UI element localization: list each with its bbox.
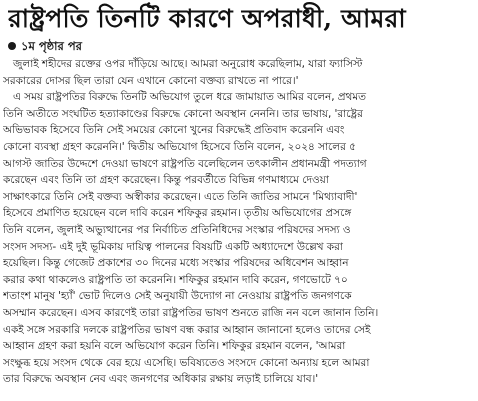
continued-from-text: ১ম পৃষ্ঠার পর [21, 39, 82, 53]
body-line: আগস্ট জাতির উদ্দেশে দেওয়া ভাষণে রাষ্ট্রপতি বলেছিলেন তৎকালীন প্রধানমন্ত্রী পদত্যাগ [3, 157, 367, 170]
body-line: শতাংশ মানুষ 'হ্যাঁ' ভোট দিলেও সেই অনুযায়ী উদ্যোগ না নেওয়ায় রাষ্ট্রপতি জনগণকে [3, 290, 352, 303]
headline: রাষ্ট্রপতি তিনটি কারণে অপরাধী, আমরা [8, 4, 406, 33]
body-line: সরকারের দোসর ছিল তারা যেন এখানে কোনো বক্তব্য রাখতে না পারে।' [3, 74, 299, 87]
body-line: হিসেবে প্রমাণিত হয়েছেন বলে দাবি করেন শফিকুর রহমান। তৃতীয় অভিযোগের প্রসঙ্গে [3, 207, 352, 220]
bullet-icon [8, 42, 16, 50]
article-body [3, 56, 475, 388]
body-line: এ সময় রাষ্ট্রপতির বিরুদ্ধে তিনটি অভিযোগ তুলে ধরে জামায়াত আমির বলেন, প্রথমত [13, 91, 366, 104]
body-line: একই সঙ্গে সরকারি দলকে রাষ্ট্রপতির ভাষণ বন্ধ করার আহ্বান জানানো হলেও তাদের সেই [3, 323, 371, 336]
body-line: কোনো ব্যবস্থা গ্রহণ করেননি।' দ্বিতীয় অভিযোগ হিসেবে তিনি বলেন, ২০২৪ সালের ৫ [3, 140, 356, 153]
body-line: তিনি অতীতে সংঘটিত হত্যাকাণ্ডের বিরুদ্ধে কোনো অবস্থান নেননি। তার ভাষায়, 'রাষ্ট্রের [3, 107, 363, 120]
body-line: তিনি বলেন, জুলাই অভ্যুত্থানের পর নির্বাচিত প্রতিনিধিদের সংস্কার পরিষদের সদস্য ও [3, 223, 351, 236]
body-line: তার বিরুদ্ধে অবস্থান নেব এবং জনগণের অধিকার রক্ষায় লড়াই চালিয়ে যাব।' [3, 373, 319, 386]
body-line: হয়েছিল। কিন্তু গেজেট প্রকাশের ৩০ দিনের মধ্যে সংস্কার পরিষদের অধিবেশন আহ্বান [3, 257, 349, 270]
body-line: জুলাই শহীদের রক্তের ওপর দাঁড়িয়ে আছে। আমরা অনুরোধ করেছিলাম, যারা ফ্যাসিস্ট [13, 58, 363, 70]
body-line: আহ্বান গ্রহণ করা হয়নি বলে অভিযোগ করেন তিনি। শফিকুর রহমান বলেন, 'আমরা [3, 340, 346, 353]
body-line: করার কথা থাকলেও রাষ্ট্রপতি তা করেননি। শফিকুর রহমান দাবি করেন, গণভোটে ৭০ [3, 273, 348, 286]
body-line: করেছেন এবং তিনি তা গ্রহণ করেছেন। কিন্তু পরবর্তীতে বিভিন্ন গণমাধ্যমে দেওয়া [3, 174, 329, 187]
body-line: অসম্মান করেছেন। এসব কারণেই তারা রাষ্ট্রপতির ভাষণ শুনতে রাজি নন বলে জানান তিনি। [3, 306, 379, 319]
body-line: সংক্ষুব্ধ হয়ে সংসদ থেকে বের হয়ে এসেছি। ভবিষ্যতেও সংসদে কোনো অন্যায় হলে আমরা [3, 356, 370, 369]
continued-from-label [8, 38, 82, 54]
body-line: সংসদ সদস্য- এই দুই ভূমিকায় দায়িত্ব পালনের বিষয়টি একটি অধ্যাদেশে উল্লেখ করা [3, 240, 343, 253]
body-line: অভিভাবক হিসেবে তিনি সেই সময়ের কোনো খুনের বিরুদ্ধেই প্রতিবাদ করেননি এবং [3, 124, 345, 137]
body-line: সাক্ষাৎকারে তিনি সেই বক্তব্য অস্বীকার করেছেন। এতে তিনি জাতির সামনে 'মিথ্যাবাদী' [3, 190, 358, 203]
